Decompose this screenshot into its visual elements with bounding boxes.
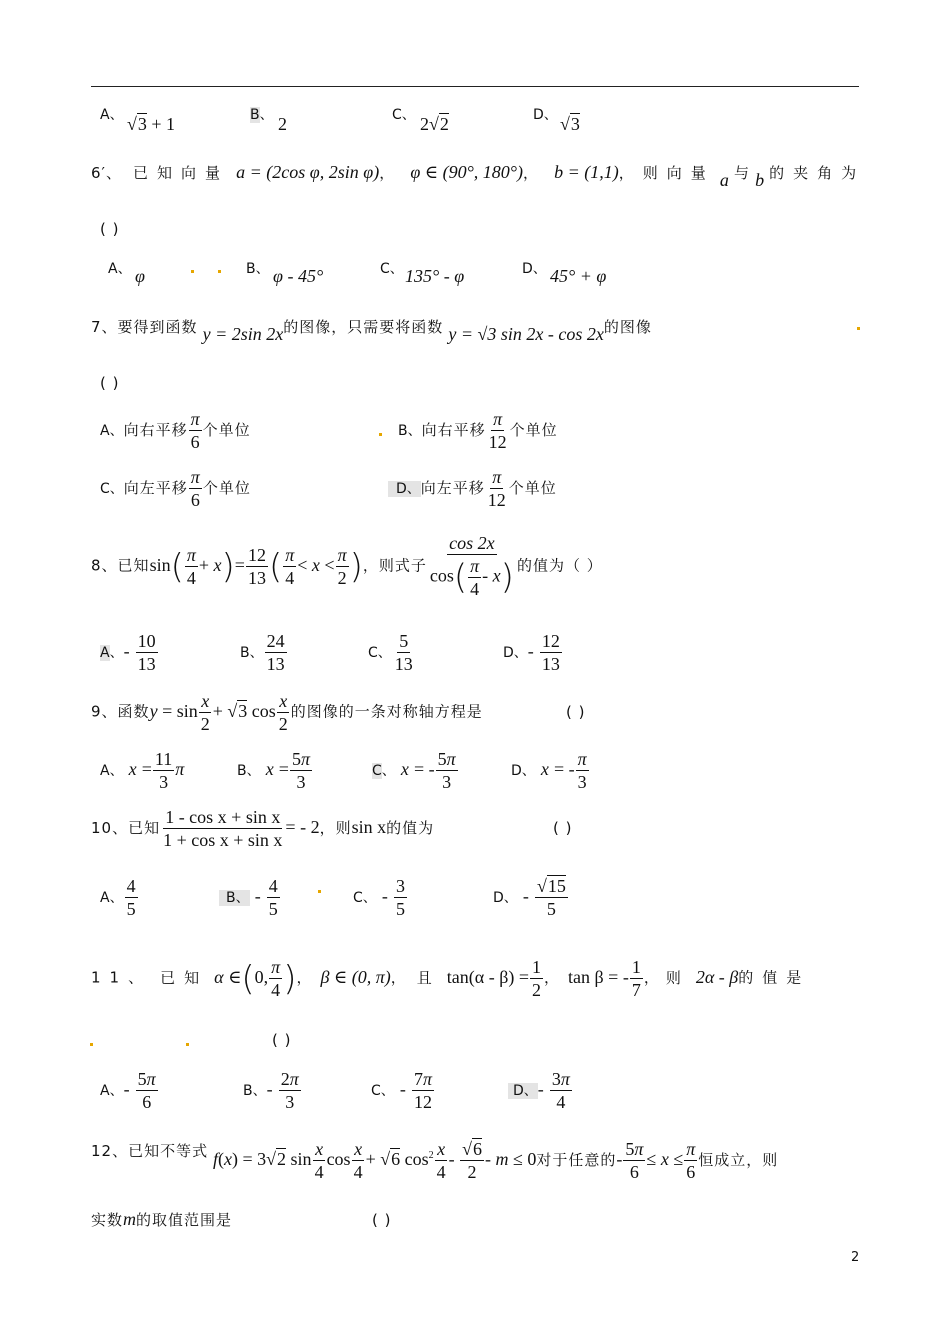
q8-text3: 的值为（ ）	[516, 556, 603, 575]
q7-option-c-text: 向左平移	[123, 479, 188, 497]
q7-function-2: y = √3 sin 2x - cos 2x	[448, 324, 604, 344]
frac-den: 12	[488, 432, 507, 452]
q11-tan-2-text: tan β = -	[568, 966, 629, 987]
q11-answer-paren: ( )	[272, 1031, 292, 1049]
q11-condition-2: β ∈ (0, π)	[320, 966, 391, 987]
label: C、	[353, 890, 377, 906]
q6-answer-paren: ( )	[100, 220, 120, 238]
q9-stem	[91, 690, 483, 735]
q11-tan-1-text: tan(α - β) =	[446, 966, 530, 987]
artifact-dot	[90, 1043, 93, 1046]
q11-text3: 则	[665, 968, 682, 987]
q10-number: 10、	[91, 819, 129, 837]
label: D、	[503, 645, 528, 661]
q9-text1: 函数	[117, 702, 150, 721]
q7-option-c	[100, 466, 251, 511]
q10-text2: ，则	[319, 819, 352, 837]
q10-numerator: 1 - cos x + sin x	[165, 807, 281, 827]
frac-num: π	[190, 467, 200, 487]
q5-option-a-label: A、	[100, 107, 124, 123]
q6-text1: 已知向量	[133, 164, 230, 182]
q7-text2: 的图像，只需要将函数	[283, 318, 444, 336]
frac-den: 13	[137, 654, 156, 674]
q5-option-d-label: D、	[533, 107, 558, 123]
label: C、	[368, 645, 392, 661]
frac-den: 13	[394, 654, 413, 674]
q8-option-b	[240, 630, 288, 675]
label: C、	[371, 1083, 395, 1099]
frac-num: π	[190, 409, 200, 429]
q6-option-d: 45° + φ	[550, 266, 607, 286]
frac-den: 6	[190, 432, 200, 452]
q11-text1: 已知	[160, 968, 209, 987]
q7-option-d	[388, 466, 557, 511]
q7-option-d-unit: 个单位	[508, 479, 557, 497]
q11-option-d: D、- $\frac{3\pi}{4}$	[508, 1068, 573, 1113]
frac-num: π	[493, 409, 503, 429]
q12-stem	[91, 1140, 208, 1161]
q6-vector-a: a = (2cos φ, 2sin φ)	[236, 162, 380, 182]
q6-option-c: 135° - φ	[405, 266, 465, 286]
artifact-dot	[191, 270, 194, 273]
q11-text2: 且	[416, 968, 433, 987]
label: A、	[100, 1083, 124, 1099]
frac-num: π	[492, 467, 502, 487]
artifact-dot	[379, 433, 382, 436]
q10-text1: 已知	[128, 819, 161, 837]
artifact-dot	[186, 1043, 189, 1046]
q10-option-b: B、 - $\frac{4}{5}$	[219, 875, 281, 920]
q11-tan-2: tan β = - $\frac{1}{7}$	[568, 957, 641, 1000]
sign: -	[527, 641, 534, 661]
q9-function: y = sin $\frac{x}{2}$ + √3 cos $\frac{x}{2}$	[149, 691, 288, 734]
page-number: 2	[851, 1250, 860, 1265]
q6-option-b-label: B、	[246, 261, 270, 277]
q7-text3: 的图像	[603, 318, 652, 336]
q7-option-d-label: D、	[388, 481, 421, 497]
q12-text3: 恒成立，则	[698, 1151, 779, 1169]
q7-number: 7、	[91, 318, 118, 336]
q10-option-c: C、 - $\frac{3}{5}$	[353, 876, 405, 919]
label: B、	[240, 645, 264, 661]
q7-option-c-unit: 个单位	[202, 479, 251, 497]
label: B、	[243, 1083, 267, 1099]
label: A、	[100, 890, 124, 906]
q11-condition-1: α ∈(0, $\frac{\pi}{4}$ )	[214, 957, 297, 1000]
frac-num: 24	[266, 631, 285, 651]
q12-m: m	[123, 1209, 137, 1229]
q6-domain: φ ∈ (90°, 180°)	[410, 162, 523, 182]
q8-expression-num: cos 2x	[449, 533, 495, 553]
q6-option-c-label: C、	[380, 261, 404, 277]
q10-option-d: D、 - $\frac{√15}{5}$	[493, 876, 566, 919]
q6-option-a: φ	[135, 266, 145, 286]
q7-stem	[91, 316, 652, 344]
label: B、	[219, 890, 250, 906]
frac-den: 12	[487, 490, 506, 510]
q6-a: a	[719, 170, 729, 190]
q9-option-b: B、 x = $\frac{5\pi}{3}$	[237, 749, 310, 792]
q11-stem: 11、 已知 α ∈(0, $\frac{\pi}{4}$ )， β ∈ (0, π)， 且 tan(α - β) = $\frac{1}{2}$ ， tan β = - $\frac{1}{7}$ ， 则 2α - β的值是	[91, 957, 811, 1000]
q7-option-d-text: 向左平移	[420, 479, 485, 497]
q12-inequality: f(x) = 3√2 sin $\frac{x}{4}$ cos $\frac{x}{4}$ + √6 $\cos^2$ $\frac{x}{4}$ - $\frac{√6}{2}$ - m ≤ 0对于任意的- $\frac{5\pi}{6}$ ≤ x ≤ $\frac{\pi}{6}$ 恒成立，则	[213, 1139, 779, 1183]
q10-stem	[91, 806, 434, 851]
label: D、	[493, 890, 518, 906]
q10-option-a: A、 $\frac{4}{5}$	[100, 876, 136, 919]
q10-answer-paren: ( )	[553, 819, 573, 837]
q12-line2-text: 实数	[91, 1211, 124, 1229]
q7-option-b-label: B、	[398, 423, 422, 439]
q11-option-a: A、- $\frac{5\pi}{6}$	[100, 1069, 156, 1112]
q12-number: 12、	[91, 1142, 129, 1160]
q8-option-d	[503, 630, 563, 675]
q12-text4: 的取值范围是	[136, 1211, 233, 1229]
q7-text1: 要得到函数	[117, 318, 198, 336]
q9-number: 9、	[91, 702, 118, 721]
header-rule	[91, 86, 859, 87]
q7-option-a-unit: 个单位	[202, 421, 251, 439]
q6-text3: 的夹角为	[769, 164, 866, 182]
q9-option-d: D、 x = - $\frac{\pi}{3}$	[511, 749, 587, 792]
q7-function-1: y = 2sin 2x	[202, 324, 284, 344]
q6-option-a-label: A、	[108, 261, 132, 277]
q6-b: b	[755, 170, 765, 190]
label: D、	[511, 763, 536, 779]
q6-yu: 与	[733, 164, 750, 182]
frac-den: 6	[190, 490, 200, 510]
q12-text2: 对于任意的	[536, 1151, 617, 1169]
sign: -	[123, 641, 130, 661]
q11-expression: 2α - β	[695, 966, 739, 987]
q7-option-a-label: A、	[100, 423, 124, 439]
q6-vector-b: b = (1,1)	[554, 162, 619, 182]
q5-option-c-value: 2√2	[420, 114, 449, 134]
q8-option-a: A、- $\frac{10}{13}$	[100, 631, 156, 674]
q10-denominator: 1 + cos x + sin x	[163, 830, 283, 850]
q5-option-b-label: B、	[250, 107, 274, 123]
q6-option-b: φ - 45°	[273, 266, 324, 286]
q8-text1: 已知	[117, 556, 150, 575]
artifact-dot	[218, 270, 221, 273]
q7-answer-paren: ( )	[100, 374, 120, 392]
q7-option-b-unit: 个单位	[509, 421, 558, 439]
q12-text1: 已知不等式	[128, 1142, 209, 1160]
q11-text4: 的值是	[738, 968, 811, 987]
q11-tan-1: tan(α - β) = $\frac{1}{2}$	[446, 957, 542, 1000]
q10-rhs: = - 2	[285, 817, 320, 837]
q8-option-c	[368, 630, 416, 675]
q9-text2: 的图像的一条对称轴方程是	[290, 702, 483, 721]
q5-option-d-value: √3	[560, 114, 580, 134]
artifact-dot	[318, 890, 321, 893]
q5-option-b-value: 2	[278, 114, 287, 134]
q10-text3: 的值为	[386, 819, 435, 837]
q6-stem: 6′、 已知向量 a = (2cos φ, 2sin φ)， φ ∈ (90°, 180°)， b = (1,1)，则向量 a 与 b 的夹角为	[91, 162, 866, 190]
q7-option-a	[100, 408, 251, 453]
frac-den: 13	[266, 654, 285, 674]
q7-option-c-label: C、	[100, 481, 124, 497]
label: A、	[100, 763, 124, 779]
frac-num: 12	[541, 631, 560, 651]
q5-option-c-label: C、	[392, 107, 416, 123]
frac-num: 5	[399, 631, 409, 651]
q12-line2	[91, 1209, 232, 1230]
q9-option-c: C、 x = - $\frac{5\pi}{3}$	[372, 749, 456, 792]
q11-number: 11、	[91, 968, 153, 987]
q8-stem	[91, 532, 603, 600]
q11-option-b: B、- $\frac{2\pi}{3}$	[243, 1069, 299, 1112]
label: D、	[508, 1083, 538, 1099]
q5-option-a-value: √3 + 1	[127, 114, 176, 134]
q12-answer-paren: ( )	[372, 1211, 392, 1229]
frac-num: 10	[137, 631, 156, 651]
q8-text2: ，则式子	[362, 556, 427, 575]
q9-option-a: A、 x = $\frac{11}{3}$ π	[100, 749, 185, 792]
frac-den: 13	[541, 654, 560, 674]
q6-number: 6′、	[91, 164, 122, 182]
q7-option-b-text: 向右平移	[421, 421, 486, 439]
artifact-dot	[857, 327, 860, 330]
q6-option-d-label: D、	[522, 261, 547, 277]
q8-expression: cos 2x cos( $\frac{\pi}{4}$ - x)	[429, 533, 514, 599]
q7-option-a-text: 向右平移	[123, 421, 188, 439]
q9-answer-paren: ( )	[566, 703, 586, 721]
q10-sinx: sin x	[351, 817, 387, 837]
label: B、	[237, 763, 261, 779]
q11-option-c: C、 - $\frac{7\pi}{12}$	[371, 1069, 432, 1112]
q6-text2: ，则向量	[618, 164, 715, 182]
q8-condition: sin( $\frac{\pi}{4}$ + x)= $\frac{12}{13}$ ( $\frac{\pi}{4}$ < x < $\frac{\pi}{2}$ )	[149, 544, 363, 588]
q7-option-b	[398, 408, 558, 453]
q8-number: 8、	[91, 556, 118, 575]
